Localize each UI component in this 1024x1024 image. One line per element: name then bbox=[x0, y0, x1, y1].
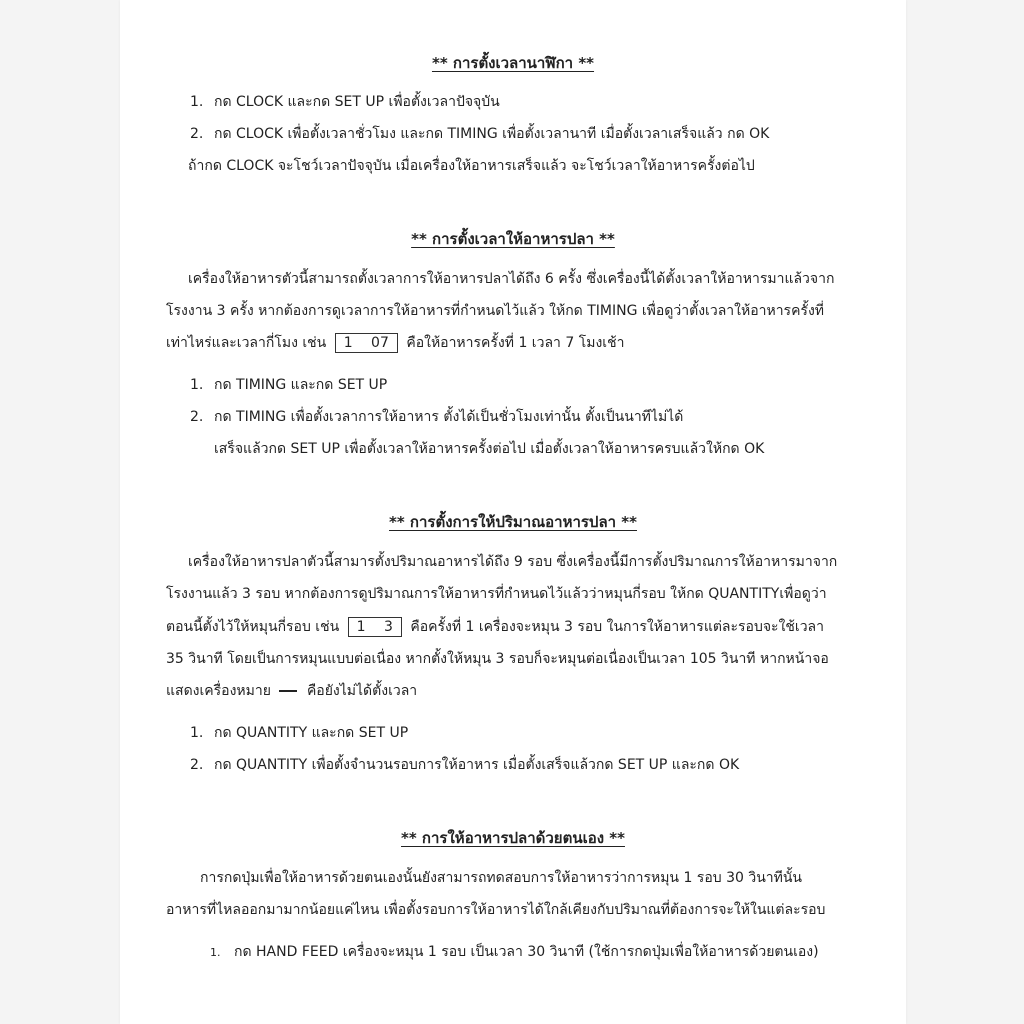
section-feeding-time bbox=[120, 229, 906, 249]
paragraph-line: การกดปุ่มเพื่อให้อาหารด้วยตนเองนั้นยังสามารถทดสอบการให้อาหารว่าการหมุน 1 รอบ 30 วินาทีนั้น bbox=[200, 870, 802, 886]
section-quantity-title: ** การตั้งการให้ปริมาณอาหารปลา ** bbox=[389, 513, 637, 531]
document-page bbox=[120, 0, 906, 1024]
section-quantity bbox=[120, 512, 906, 532]
list-item: 2. กด TIMING เพื่อตั้งเวลาการให้อาหาร ตั้งได้เป็นชั่วโมงเท่านั้น ตั้งเป็นนาทีไม่ได้ bbox=[190, 409, 684, 425]
dash-symbol bbox=[279, 690, 297, 692]
section-feeding-time-title: ** การตั้งเวลาให้อาหารปลา ** bbox=[411, 230, 615, 248]
paragraph-line: 35 วินาที โดยเป็นการหมุนแบบต่อเนื่อง หากตั้งให้หมุน 3 รอบก็จะหมุนต่อเนื่องเป็นเวลา 105 วินาที หากหน้าจอ bbox=[166, 651, 829, 667]
paragraph-line: แสดงเครื่องหมาย คือยังไม่ได้ตั้งเวลา bbox=[166, 683, 418, 699]
paragraph-line: โรงงาน 3 ครั้ง หากต้องการดูเวลาการให้อาหารที่กำหนดไว้แล้ว ให้กด TIMING เพื่อดูว่าตั้งเวลาให้อาหารครั้งที่ bbox=[166, 303, 825, 319]
example-box: 1 07 bbox=[335, 333, 398, 353]
list-item: 2. กด CLOCK เพื่อตั้งเวลาชั่วโมง และกด TIMING เพื่อตั้งเวลานาที เมื่อตั้งเวลาเสร็จแล้ว กด OK bbox=[190, 126, 770, 142]
list-item: 1. กด CLOCK และกด SET UP เพื่อตั้งเวลาปัจจุบัน bbox=[190, 94, 500, 110]
list-item: 1. กด HAND FEED เครื่องจะหมุน 1 รอบ เป็นเวลา 30 วินาที (ใช้การกดปุ่มเพื่อให้อาหารด้วยตนเอง) bbox=[210, 944, 819, 960]
list-item: 2. กด QUANTITY เพื่อตั้งจำนวนรอบการให้อาหาร เมื่อตั้งเสร็จแล้วกด SET UP และกด OK bbox=[190, 757, 740, 773]
list-item: 1. กด QUANTITY และกด SET UP bbox=[190, 725, 409, 741]
section-clock-title: ** การตั้งเวลานาฬิกา ** bbox=[431, 54, 595, 72]
paragraph-line: อาหารที่ไหลออกมามากน้อยแค่ไหน เพื่อตั้งรอบการให้อาหารได้ใกล้เคียงกับปริมาณที่ต้องการจะให้ในแต่ละรอบ bbox=[166, 902, 826, 918]
paragraph-line: เครื่องให้อาหารตัวนี้สามารถตั้งเวลาการให้อาหารปลาได้ถึง 6 ครั้ง ซึ่งเครื่องนี้ได้ตั้งเวลาให้อาหารมาแล้วจาก bbox=[188, 271, 835, 287]
section-clock-note: ถ้ากด CLOCK จะโชว์เวลาปัจจุบัน เมื่อเครื่องให้อาหารเสร็จแล้ว จะโชว์เวลาให้อาหารครั้งต่อไป bbox=[188, 158, 755, 174]
list-item-continuation: เสร็จแล้วกด SET UP เพื่อตั้งเวลาให้อาหารครั้งต่อไป เมื่อตั้งเวลาให้อาหารครบแล้วให้กด OK bbox=[214, 441, 765, 457]
example-box: 1 3 bbox=[348, 617, 402, 637]
paragraph-line: เท่าไหร่และเวลากี่โมง เช่น 1 07 คือให้อาหารครั้งที่ 1 เวลา 7 โมงเช้า bbox=[166, 335, 625, 351]
section-hand-feed-title: ** การให้อาหารปลาด้วยตนเอง ** bbox=[401, 829, 625, 847]
list-item: 1. กด TIMING และกด SET UP bbox=[190, 377, 388, 393]
paragraph-line: เครื่องให้อาหารปลาตัวนี้สามารตั้งปริมาณอาหารได้ถึง 9 รอบ ซึ่งเครื่องนี้มีการตั้งปริมาณการให้อาหารมาจาก bbox=[188, 554, 838, 570]
section-clock bbox=[120, 53, 906, 73]
paragraph-line: โรงงานแล้ว 3 รอบ หากต้องการดูปริมาณการให้อาหารที่กำหนดไว้แล้วว่าหมุนกี่รอบ ให้กด QUANTITYเพื่อดูว่า bbox=[166, 586, 827, 602]
section-hand-feed bbox=[120, 828, 906, 848]
paragraph-line: ตอนนี้ตั้งไว้ให้หมุนกี่รอบ เช่น 1 3 คือครั้งที่ 1 เครื่องจะหมุน 3 รอบ ในการให้อาหารแต่ละรอบจะใช้เวลา bbox=[166, 619, 824, 635]
